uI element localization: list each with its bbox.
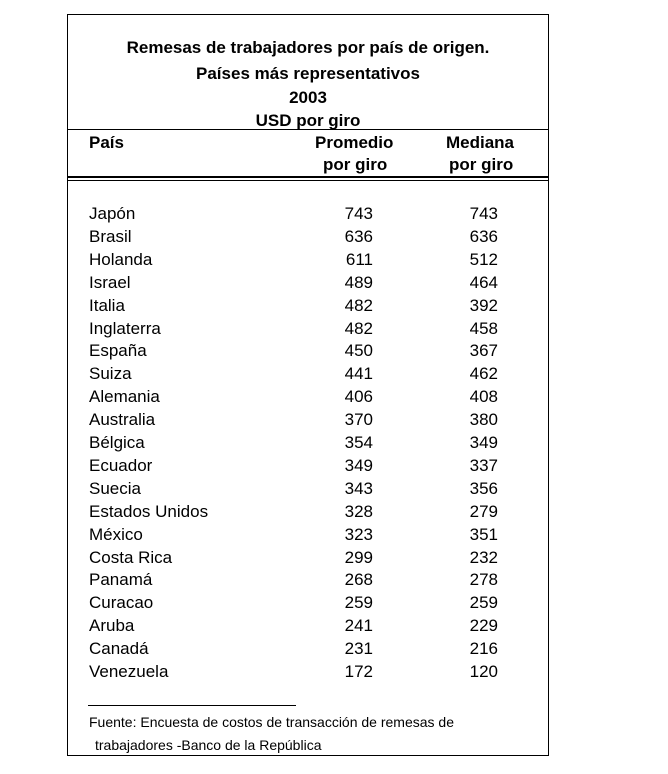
table-row [68,637,548,660]
promedio-cell: 482 [344,318,373,338]
mediana-cell: 408 [469,387,498,407]
header-bottom-rule-2 [68,180,548,181]
table-row [68,339,548,362]
mediana-cell: 458 [469,318,498,338]
promedio-cell: 489 [344,272,373,292]
country-cell: Venezuela [89,662,169,681]
mediana-cell: 337 [469,455,498,475]
source-rule [88,705,296,706]
mediana-cell: 367 [469,341,498,361]
country-cell: España [89,341,147,361]
promedio-cell: 406 [344,387,373,407]
promedio-cell: 323 [344,524,373,544]
mediana-cell: 278 [469,570,498,590]
promedio-cell: 299 [344,547,373,567]
mediana-cell: 216 [469,639,498,659]
table-row [68,660,548,683]
mediana-cell: 259 [469,593,498,613]
country-cell: México [89,524,143,544]
country-cell: Holanda [89,249,153,269]
mediana-cell: 464 [469,272,498,292]
table-row [68,362,548,385]
promedio-cell: 743 [344,204,373,223]
country-cell: Estados Unidos [89,501,209,521]
mediana-cell: 743 [469,204,498,223]
country-cell: Israel [89,272,131,292]
table-row [68,500,548,523]
mediana-cell: 349 [469,433,498,452]
promedio-cell: 354 [344,433,373,452]
table-row [68,385,548,408]
table-row [68,271,548,294]
table-row [68,225,548,248]
column-header-country: País [89,133,124,152]
source-line1: Fuente: Encuesta de costos de transacción de remesas de [89,714,454,730]
header-top-rule [68,129,548,130]
table-row [68,431,548,454]
table-row [68,317,548,340]
column-header-mediana-line2: por giro [449,155,514,174]
country-cell: Panamá [89,570,153,590]
table-frame [67,14,549,756]
mediana-cell: 512 [469,249,498,269]
mediana-cell: 356 [469,478,498,498]
promedio-cell: 370 [344,410,373,430]
source-line2: trabajadores -Banco de la República [95,737,322,753]
country-cell: Suecia [89,478,141,498]
promedio-cell: 441 [344,364,373,384]
promedio-cell: 172 [344,662,373,681]
table-row [68,248,548,271]
country-cell: Brasil [89,226,132,246]
country-cell: Curacao [89,593,154,613]
country-cell: Costa Rica [89,547,173,567]
mediana-cell: 120 [469,662,498,681]
table-row [68,523,548,546]
table-title-year: 2003 [289,88,327,107]
promedio-cell: 231 [344,639,373,659]
promedio-cell: 268 [344,570,373,590]
country-cell: Bélgica [89,433,145,452]
promedio-cell: 328 [344,501,373,521]
mediana-cell: 279 [469,501,498,521]
country-cell: Japón [89,204,136,223]
table-row [68,294,548,317]
promedio-cell: 241 [344,616,373,636]
column-header-promedio-line1: Promedio [315,133,394,152]
mediana-cell: 229 [469,616,498,636]
table-row [68,454,548,477]
table-row [68,408,548,431]
header-bottom-rule [68,176,548,178]
table-row [68,591,548,614]
promedio-cell: 343 [344,478,373,498]
mediana-cell: 392 [469,295,498,315]
promedio-cell: 482 [344,295,373,315]
promedio-cell: 611 [345,249,373,269]
column-header-mediana [446,132,514,176]
country-cell: Suiza [89,364,132,384]
country-cell: Ecuador [89,455,153,475]
table-title-line1: Remesas de trabajadores por país de origen. [126,38,490,57]
table-title-line2: Países más representativos [196,64,420,83]
country-cell: Australia [89,410,156,430]
country-cell: Italia [89,295,125,315]
column-header-mediana-line1: Mediana [446,133,515,152]
table-row [68,202,548,225]
table-row [68,477,548,500]
mediana-cell: 351 [469,524,498,544]
country-cell: Alemania [89,387,160,407]
table-row [68,568,548,591]
source-note [89,711,539,757]
country-cell: Aruba [89,616,135,636]
country-cell: Inglaterra [89,318,161,338]
mediana-cell: 380 [469,410,498,430]
table-title-unit: USD por giro [255,111,361,130]
mediana-cell: 636 [469,226,498,246]
promedio-cell: 349 [344,455,373,475]
table-row [68,614,548,637]
column-header-promedio-line2: por giro [323,155,388,174]
promedio-cell: 450 [344,341,373,361]
column-header-promedio [315,132,393,176]
mediana-cell: 232 [469,547,498,567]
promedio-cell: 259 [344,593,373,613]
country-cell: Canadá [89,639,149,659]
mediana-cell: 462 [469,364,498,384]
promedio-cell: 636 [344,226,373,246]
table-row [68,546,548,569]
